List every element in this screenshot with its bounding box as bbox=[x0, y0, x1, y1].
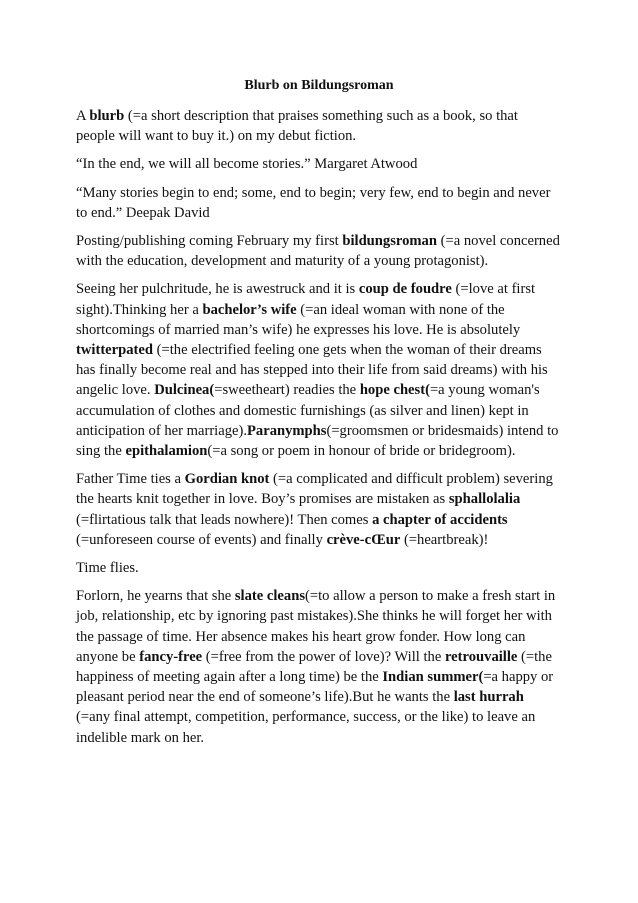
text-run: (=unforeseen course of events) and finally bbox=[76, 531, 327, 548]
text-run: (=the happiness of meeting again after a long time) be the bbox=[76, 648, 552, 686]
bold-term: crève-cŒur bbox=[326, 531, 401, 548]
text-run: (=love at first sight).Thinking her a bbox=[76, 281, 536, 318]
text-run: Posting/publishing coming February my first bbox=[76, 233, 343, 250]
text-run: =sweetheart) readies the bbox=[214, 382, 360, 399]
text-run: =a happy or pleasant period near the end of someone’s life).But he wants the bbox=[76, 669, 554, 706]
paragraph-bildungsroman bbox=[76, 231, 560, 271]
bold-term: coup de foudre bbox=[358, 281, 452, 298]
text-run: (=heartbreak)! bbox=[400, 531, 489, 548]
paragraph-love-story bbox=[76, 279, 560, 461]
paragraph-gordian-knot bbox=[76, 469, 560, 550]
bold-term: bachelor’s wife bbox=[202, 301, 297, 318]
text-run: (=the electrified feeling one gets when the woman of their dreams has finally become real and has stepped into their life from said dreams) with his angelic love. bbox=[76, 342, 548, 399]
bold-term: sphallolalia bbox=[448, 491, 521, 508]
text-run: Father Time ties a bbox=[76, 471, 185, 488]
bold-term: bildungsroman bbox=[342, 233, 437, 250]
text-run: Seeing her pulchritude, he is awestruck and it is bbox=[76, 281, 359, 298]
bold-term: a chapter of accidents bbox=[372, 511, 508, 528]
bold-term: Gordian knot bbox=[184, 471, 270, 488]
text-run: (=an ideal woman with none of the shortcomings of married man’s wife) he expresses his love. He is absolutely bbox=[76, 301, 521, 338]
text-run: A bbox=[76, 108, 90, 124]
paragraph-atwood-quote bbox=[76, 154, 560, 174]
bold-term: hope chest( bbox=[359, 382, 430, 399]
text-run: “Many stories begin to end; some, end to begin; very few, end to begin and never to end.” Deepak David bbox=[76, 184, 551, 221]
bold-term: epithalamion bbox=[125, 443, 208, 460]
text-run: Forlorn, he yearns that she bbox=[76, 588, 235, 605]
text-run: (=any final attempt, competition, performance, success, or the like) to leave an indelible mark on her. bbox=[76, 709, 536, 746]
document-body bbox=[76, 106, 560, 756]
bold-term: Paranymphs bbox=[247, 422, 327, 439]
text-run: (=a song or poem in honour of bride or bridegroom). bbox=[207, 443, 516, 460]
text-run: (=free from the power of love)? Will the bbox=[202, 648, 445, 665]
text-run: (=groomsmen or bridesmaids) intend to sing the bbox=[76, 422, 559, 460]
bold-term: Dulcinea( bbox=[154, 382, 215, 399]
bold-term: slate cleans bbox=[234, 588, 305, 605]
text-run: (=flirtatious talk that leads nowhere)! Then comes bbox=[76, 511, 373, 528]
document-title: Blurb on Bildungsroman bbox=[244, 78, 394, 93]
text-run: Time flies. bbox=[76, 560, 139, 577]
paragraph-blurb-definition bbox=[76, 106, 560, 146]
bold-term: twitterpated bbox=[76, 342, 153, 359]
bold-term: last hurrah bbox=[453, 689, 524, 706]
paragraph-forlorn bbox=[76, 586, 560, 748]
text-run: (=a novel concerned with the education, development and maturity of a young protagonist). bbox=[76, 233, 560, 270]
text-run: (=to allow a person to make a fresh start in job, relationship, etc by ignoring past mistakes).She thinks he will forget her with the passage of time. Her absence makes his heart grow fonder. How long can anyone be bbox=[76, 588, 556, 665]
text-run: =a young woman's accumulation of clothes and domestic furnishings (as silver and linen) kept in anticipation of her marriage). bbox=[76, 382, 540, 439]
paragraph-time-flies bbox=[76, 558, 560, 578]
bold-term: Indian summer( bbox=[382, 669, 484, 686]
bold-term: retrouvaille bbox=[444, 648, 518, 665]
text-run: “In the end, we will all become stories.” Margaret Atwood bbox=[76, 156, 418, 173]
bold-term: fancy-free bbox=[139, 648, 203, 665]
text-run: (=a complicated and difficult problem) severing the hearts knit together in love. Boy’s promises are mistaken as bbox=[76, 471, 553, 508]
text-run: (=a short description that praises something such as a book, so that people will want to buy it.) on my debut fiction. bbox=[76, 108, 518, 145]
paragraph-david-quote bbox=[76, 183, 560, 223]
bold-term: blurb bbox=[89, 108, 125, 124]
